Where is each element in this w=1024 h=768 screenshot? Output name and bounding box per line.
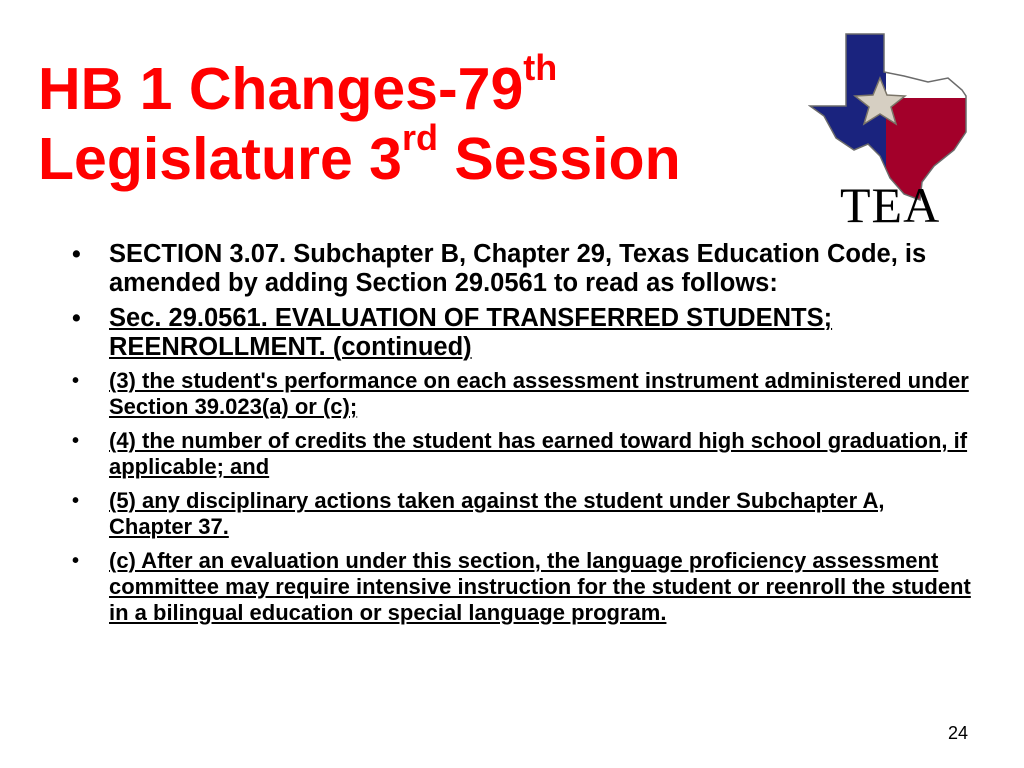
bullet-item [72,304,972,362]
bullet-item [72,240,972,298]
bullet-dot: • [72,490,80,512]
title-line1: HB 1 Changes-79 [38,56,524,122]
title-line2-superscript: rd [401,117,438,158]
bullet-dot: • [72,304,81,332]
bullet-dot: • [72,240,81,268]
bullet-text: Sec. 29.0561. EVALUATION OF TRANSFERRED STUDENTS; REENROLLMENT. (continued) [109,304,833,361]
bullet-list [72,240,972,634]
bullet-item [72,548,972,626]
title-line1-superscript: th [523,47,558,88]
texas-white-field [886,32,984,98]
slide-title [38,47,818,194]
bullet-item [72,488,972,540]
title-line2-end: Session [437,126,681,192]
bullet-dot: • [72,550,80,572]
bullet-item [72,428,972,480]
bullet-text: (5) any disciplinary actions taken against the student under Subchapter A, Chapter 37. [109,488,885,539]
bullet-dot: • [72,370,80,392]
bullet-text: (4) the number of credits the student has earned toward high school graduation, if applicable; and [109,428,968,479]
page-number: 24 [948,723,969,743]
bullet-text: (3) the student's performance on each assessment instrument administered under Section 39.023(a) or (c); [109,368,969,419]
title-line2: Legislature 3 [38,126,402,192]
bullet-text: SECTION 3.07. Subchapter B, Chapter 29, Texas Education Code, is amended by adding Section 29.0561 to read as follows: [109,240,927,297]
bullet-text: (c) After an evaluation under this section, the language proficiency assessment committee may require intensive instruction for the student or reenroll the student in a bilingual education or special language program. [109,548,971,625]
tea-logo-text: TEA [840,177,941,233]
bullet-dot: • [72,430,80,452]
bullet-item [72,368,972,420]
